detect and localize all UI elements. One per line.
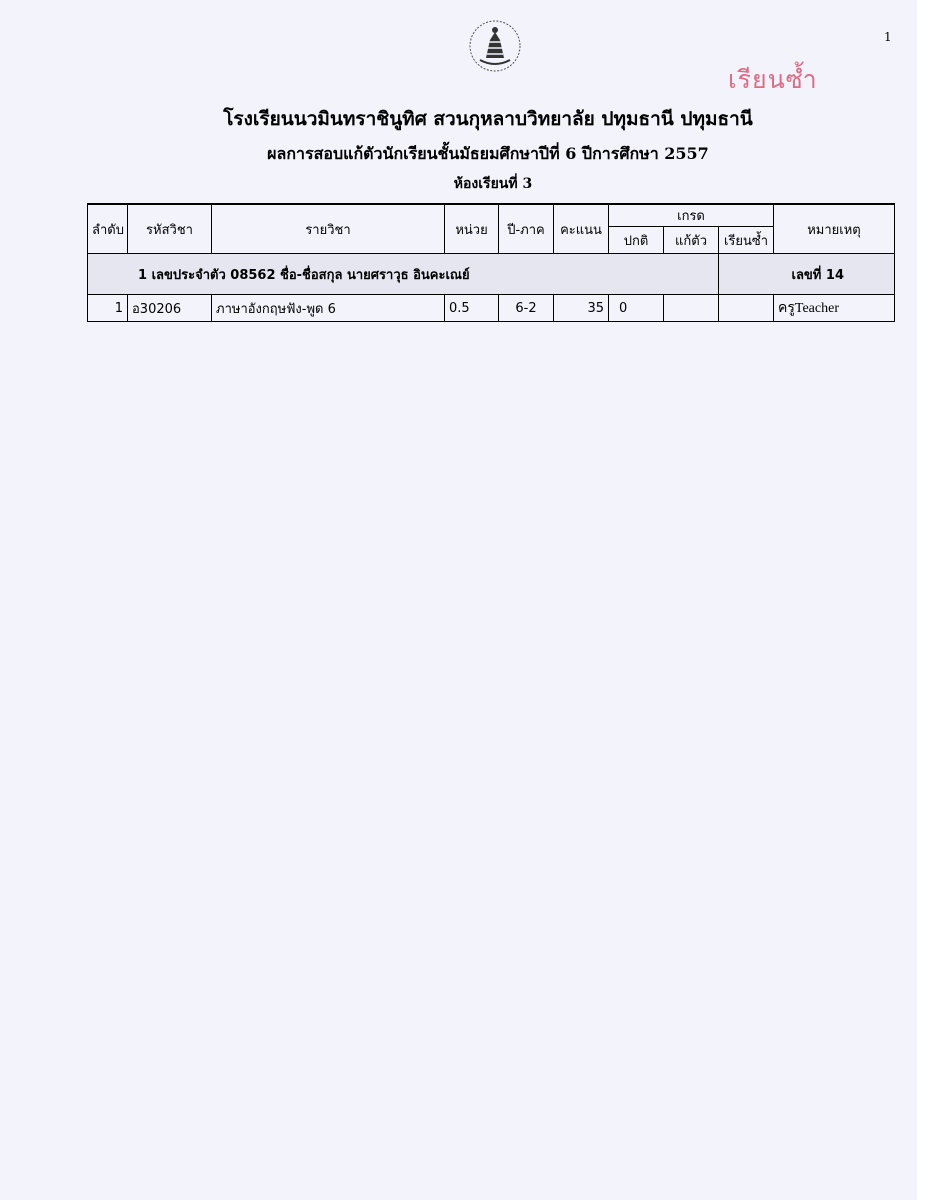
cell-remark: ครูTeacher (774, 295, 895, 322)
header-grade-normal: ปกติ (609, 227, 664, 254)
header-grade: เกรด (609, 204, 774, 227)
cell-grade-repeat (719, 295, 774, 322)
header-order: ลำดับ (88, 204, 128, 254)
cell-code: อ30206 (128, 295, 212, 322)
header-grade-repeat: เรียนซ้ำ (719, 227, 774, 254)
student-info: 1 เลขประจำตัว 08562 ชื่อ-ชื่อสกุล นายศราวุธ อินคะเณย์ (88, 254, 719, 295)
school-emblem-icon (466, 18, 524, 74)
cell-subject: ภาษาอังกฤษฟัง-พูด 6 (212, 295, 445, 322)
repeat-class-stamp: เรียนซ้ำ (728, 65, 818, 94)
cell-unit: 0.5 (445, 295, 499, 322)
table-row (88, 295, 895, 322)
room-title: ห้องเรียนที่ 3 (453, 176, 533, 192)
cell-grade-normal: 0 (609, 295, 664, 322)
cell-grade-remedial (664, 295, 719, 322)
student-number: เลขที่ 14 (719, 254, 895, 295)
header-score: คะแนน (554, 204, 609, 254)
results-table (87, 203, 895, 322)
page-number: 1 (884, 30, 892, 44)
header-year-term: ปี-ภาค (499, 204, 554, 254)
header-code: รหัสวิชา (128, 204, 212, 254)
header-subject: รายวิชา (212, 204, 445, 254)
header-grade-remedial: แก้ตัว (664, 227, 719, 254)
cell-order: 1 (88, 295, 128, 322)
cell-score: 35 (554, 295, 609, 322)
header-remark: หมายเหตุ (774, 204, 895, 254)
student-row (88, 254, 895, 295)
header-unit: หน่วย (445, 204, 499, 254)
exam-title: ผลการสอบแก้ตัวนักเรียนชั้นมัธยมศึกษาปีที่ 6 ปีการศึกษา 2557 (267, 144, 709, 163)
cell-year-term: 6-2 (499, 295, 554, 322)
school-title: โรงเรียนนวมินทราชินูทิศ สวนกุหลาบวิทยาลัย ปทุมธานี ปทุมธานี (223, 108, 753, 130)
